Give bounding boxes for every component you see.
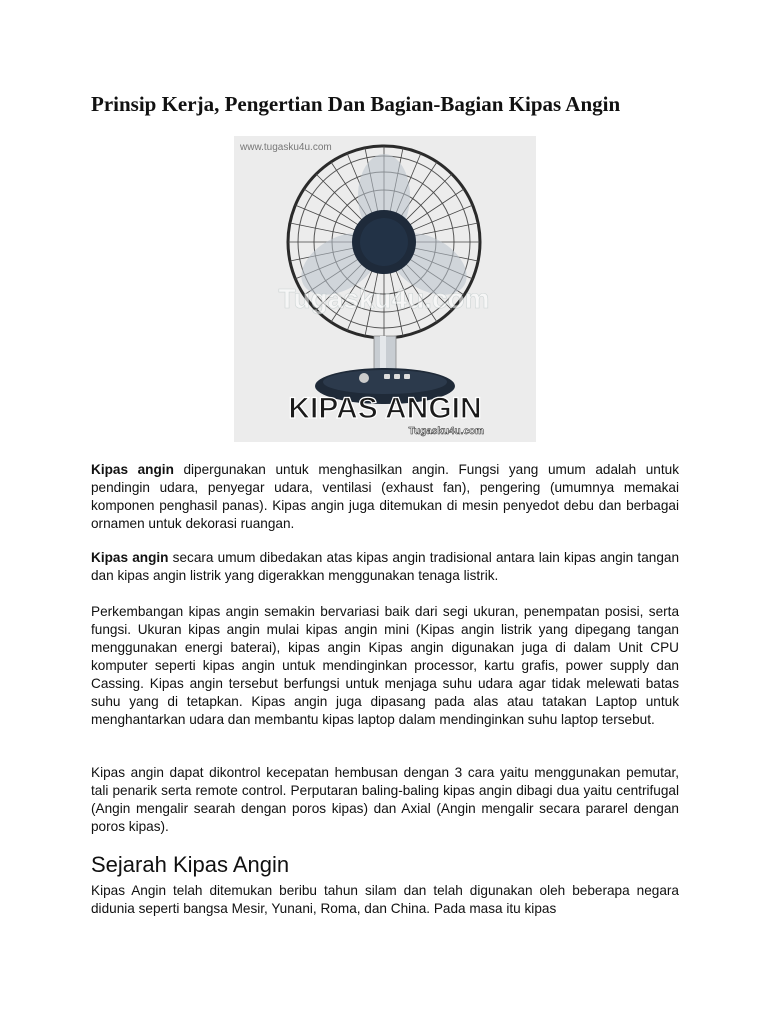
watermark-top: www.tugasku4u.com	[240, 142, 332, 153]
paragraph-1-text: dipergunakan untuk menghasilkan angin. Fungsi yang umum adalah untuk pendingin udara, penyegar udara, ventilasi (exhaust fan), pengering (umumnya memakai komponen penghasil panas). Kipas angin juga ditemukan di mesin penyedot debu dan berbagai ornamen untuk dekorasi ruangan.	[91, 462, 679, 531]
paragraph-3-text: Perkembangan kipas angin semakin bervariasi baik dari segi ukuran, penempatan posisi, serta fungsi. Ukuran kipas angin mulai kipas angin mini (Kipas angin listrik yang dipegang tangan menggunakan energi baterai), kipas angin Kipas angin digunakan juga di dalam Unit CPU komputer seperti kipas angin untuk mendinginkan processor, kartu grafis, power supply dan Cassing. Kipas angin tersebut berfungsi untuk menjaga suhu udara agar tidak melewati batas suhu yang di tetapkan. Kipas angin juga dipasang pada alas atau tatakan Laptop untuk menghantarkan udara dan membantu kipas laptop dalam mendinginkan suhu laptop tersebut.	[91, 604, 679, 727]
fan-image	[234, 136, 536, 442]
paragraph-2	[91, 549, 679, 585]
page-title: Prinsip Kerja, Pengertian Dan Bagian-Bagian Kipas Angin	[91, 92, 621, 116]
watermark-mid: Tugasku4u.com	[278, 283, 490, 314]
paragraph-3	[91, 603, 679, 729]
caption-site: Tugasku4u.com	[408, 426, 484, 437]
paragraph-1-bold: Kipas angin	[91, 462, 174, 477]
paragraph-4-text: Kipas angin dapat dikontrol kecepatan hembusan dengan 3 cara yaitu menggunakan pemutar, tali penarik serta remote control. Perputaran baling-baling kipas angin dibagi dua yaitu centrifugal (Angin mengalir searah dengan poros kipas) dan Axial (Angin mengalir secara pararel dengan poros kipas).	[91, 765, 679, 834]
section-paragraph: Kipas Angin telah ditemukan beribu tahun silam dan telah digunakan oleh beberapa negara didunia seperti bangsa Mesir, Yunani, Roma, dan China. Pada masa itu kipas	[91, 883, 679, 916]
paragraph-1	[91, 461, 679, 533]
paragraph-2-bold: Kipas angin	[91, 550, 169, 565]
paragraph-2-text: secara umum dibedakan atas kipas angin tradisional antara lain kipas angin tangan dan kipas angin listrik yang digerakkan menggunakan tenaga listrik.	[91, 550, 680, 583]
caption-kipas-angin: KIPAS ANGIN	[288, 392, 482, 425]
section-heading: Sejarah Kipas Angin	[91, 852, 290, 877]
paragraph-4	[91, 764, 679, 836]
